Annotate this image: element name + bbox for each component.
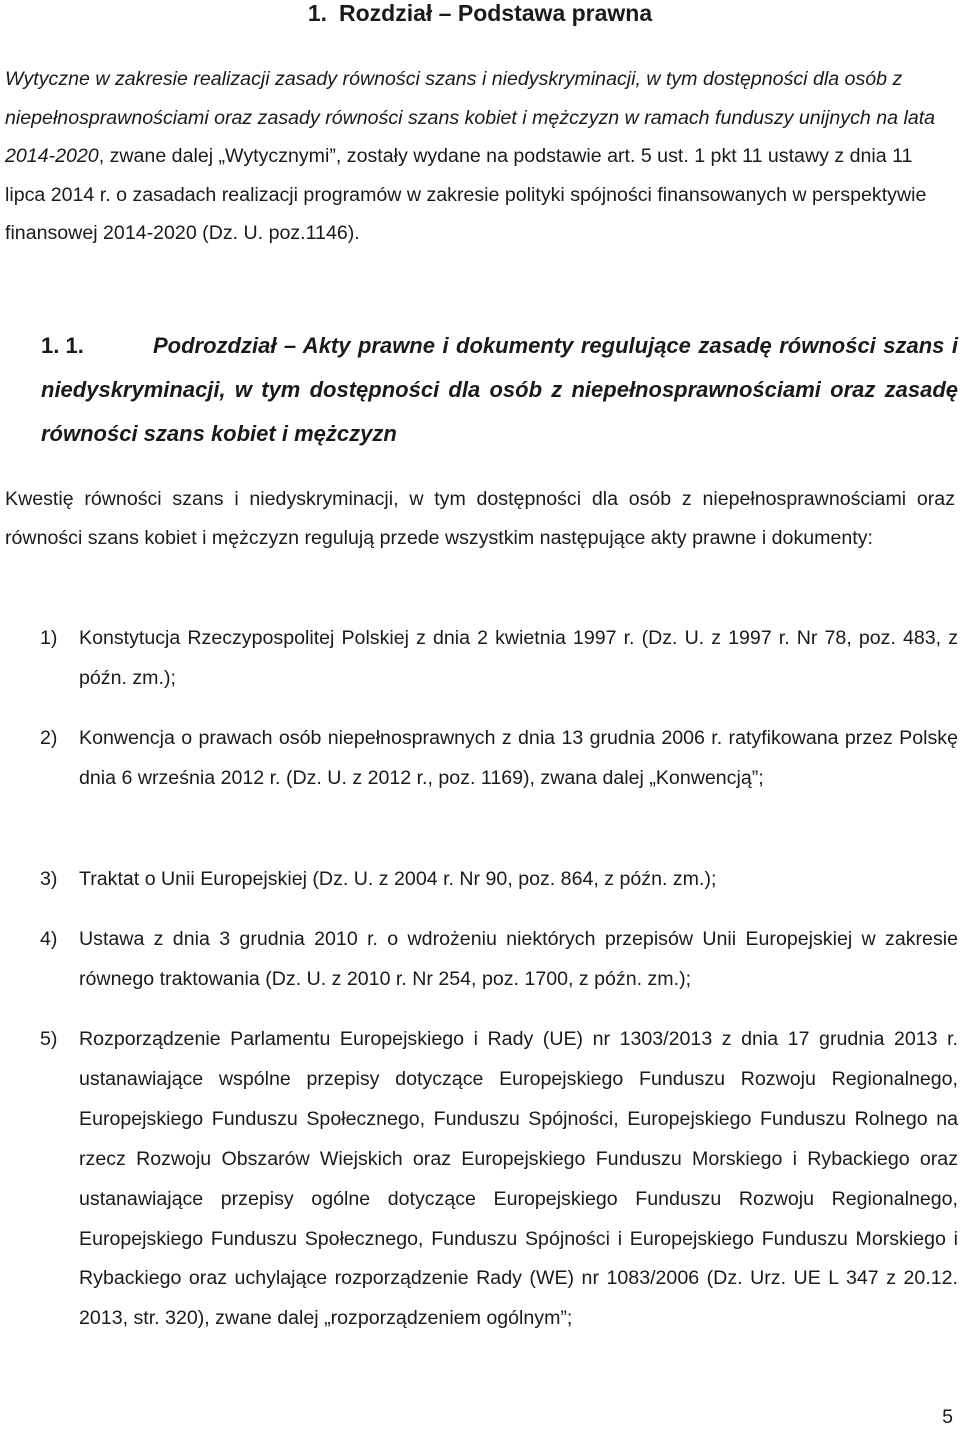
list-item [40, 920, 958, 1000]
list-item-text: Traktat o Unii Europejskiej (Dz. U. z 2004 r. Nr 90, poz. 864, z późn. zm.); [79, 868, 717, 890]
list-item-marker: 1) [40, 627, 58, 649]
lead-paragraph: Kwestię równości szans i niedyskryminacji, w tym dostępności dla osób z niepełnosprawnościami oraz równości szans kobiet i mężczyzn regulują przede wszystkim następujące akty prawne i dokumenty: [5, 488, 955, 549]
intro-paragraph [5, 60, 955, 253]
list-item [40, 860, 958, 900]
chapter-title: Rozdział – Podstawa prawna [339, 0, 653, 26]
list-item-text: Konstytucja Rzeczypospolitej Polskiej z dnia 2 kwietnia 1997 r. (Dz. U. z 1997 r. Nr 78, poz. 483, z późn. zm.); [79, 627, 958, 689]
list-item-marker: 4) [40, 928, 58, 950]
list-item-text: Rozporządzenie Parlamentu Europejskiego i Rady (UE) nr 1303/2013 z dnia 17 grudnia 2013 r. ustanawiające wspólne przepisy dotyczące Europejskiego Funduszu Rozwoju Regionalnego, Europejskiego Funduszu Społecznego, Funduszu Spójności, Europejskiego Funduszu Rolnego na rzecz Rozwoju Obszarów Wiejskich oraz Europejskiego Funduszu Morskiego i Rybackiego oraz ustanawiające przepisy ogólne dotyczące Europejskiego Funduszu Rozwoju Regionalnego, Europejskiego Funduszu Społecznego, Funduszu Spójności i Europejskiego Funduszu Morskiego i Rybackiego oraz uchylające rozporządzenie Rady (WE) nr 1083/2006 (Dz. Urz. UE L 347 z 20.12. 2013, str. 320), zwane dalej „rozporządzeniem ogólnym”; [79, 1028, 958, 1330]
list-item-marker: 3) [40, 868, 58, 890]
list-item [40, 719, 958, 799]
page-number: 5 [942, 1406, 953, 1428]
list-item [40, 1020, 958, 1339]
subsection-number: 1. 1. [41, 333, 84, 358]
intro-italic-title: Wytyczne w zakresie realizacji zasady równości szans i niedyskryminacji, w tym dostępności dla osób z niepełnosprawnościami oraz zasady równości szans kobiet i mężczyzn w ramach funduszy unijnych na lata 2014-2020 [5, 68, 936, 167]
list-item-marker: 2) [40, 727, 58, 749]
list-item-marker: 5) [40, 1028, 58, 1050]
subsection-title: Podrozdział – Akty prawne i dokumenty regulujące zasadę równości szans i niedyskryminacji, w tym dostępności dla osób z niepełnosprawnościami oraz zasadę równości szans kobiet i mężczyzn [41, 333, 958, 446]
chapter-number: 1. [307, 0, 328, 26]
intro-rest: , zwane dalej „Wytycznymi”, zostały wydane na podstawie art. 5 ust. 1 pkt 11 ustawy z dnia 11 lipca 2014 r. o zasadach realizacji programów w zakresie polityki spójności finansowanych w perspektywie finansowej 2014-2020 (Dz. U. poz.1146). [5, 145, 927, 244]
chapter-heading [0, 0, 960, 26]
subsection-heading [41, 324, 958, 456]
list-item [40, 619, 958, 699]
list-item-text: Ustawa z dnia 3 grudnia 2010 r. o wdrożeniu niektórych przepisów Unii Europejskiej w zakresie równego traktowania (Dz. U. z 2010 r. Nr 254, poz. 1700, z późn. zm.); [79, 928, 958, 990]
list-item-text: Konwencja o prawach osób niepełnosprawnych z dnia 13 grudnia 2006 r. ratyfikowana przez Polskę dnia 6 września 2012 r. (Dz. U. z 2012 r., poz. 1169), zwana dalej „Konwencją”; [79, 727, 958, 789]
